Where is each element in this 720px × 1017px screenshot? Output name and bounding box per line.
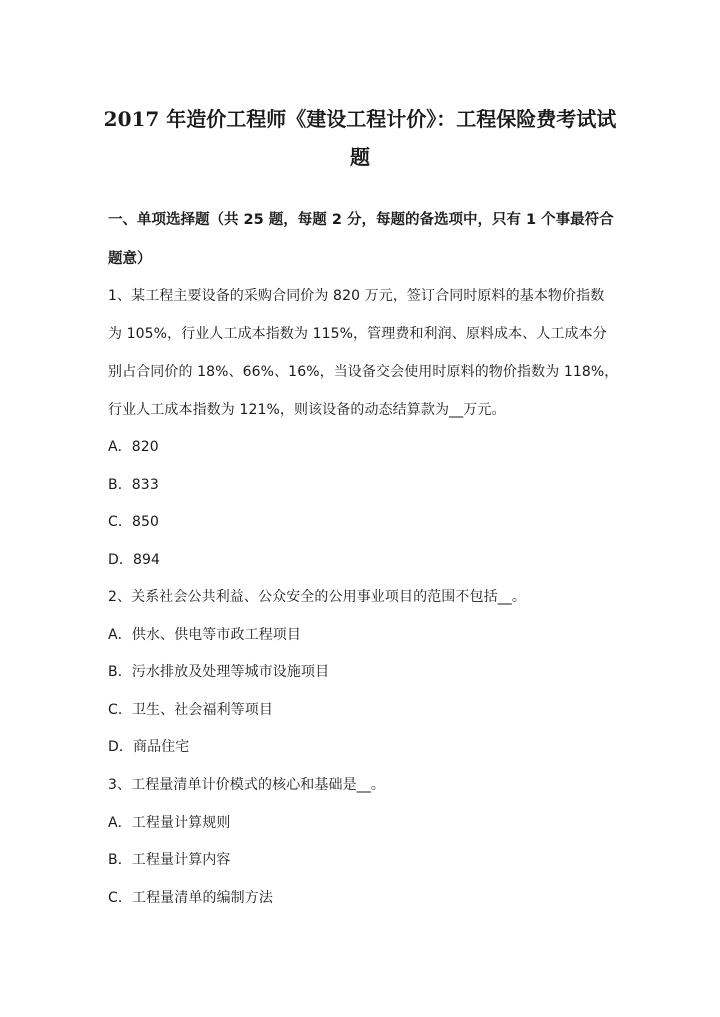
- question-1-stem-line-2: 为 105%，行业人工成本指数为 115%，管理费和利润、原料成本、人工成本分: [108, 326, 607, 342]
- document-title-line-2: 题: [350, 145, 370, 169]
- question-1-stem-line-1: 1、某工程主要设备的采购合同价为 820 万元，签订合同时原料的基本物价指数: [108, 288, 605, 304]
- question-2-option-c: C．卫生、社会福利等项目: [108, 702, 273, 718]
- question-1-option-c: C．850: [108, 514, 159, 530]
- question-3-option-b: B．工程量计算内容: [108, 852, 231, 868]
- section-heading-line-2: 题意）: [108, 251, 152, 267]
- section-heading-line-1: 一、单项选择题（共 25 题，每题 2 分，每题的备选项中，只有 1 个事最符合: [108, 212, 614, 228]
- question-1-option-d: D．894: [108, 552, 161, 568]
- question-1-option-b: B．833: [108, 477, 159, 493]
- document-title-line-1: 2017 年造价工程师《建设工程计价》：工程保险费考试试: [103, 107, 617, 131]
- question-3-stem-line-1: 3、工程量清单计价模式的核心和基础是__。: [108, 777, 386, 793]
- question-3-option-a: A．工程量计算规则: [108, 815, 231, 831]
- question-1-stem-line-4: 行业人工成本指数为 121%，则该设备的动态结算款为__万元。: [108, 402, 506, 418]
- question-2-option-a: A．供水、供电等市政工程项目: [108, 627, 301, 643]
- question-3-option-c: C．工程量清单的编制方法: [108, 890, 273, 906]
- question-1-option-a: A．820: [108, 439, 159, 455]
- question-2-option-d: D．商品住宅: [108, 739, 190, 755]
- question-1-stem-line-3: 别占合同价的 18%、66%、16%，当设备交会使用时原料的物价指数为 118%，: [108, 364, 619, 380]
- question-2-stem-line-1: 2、关系社会公共利益、公众安全的公用事业项目的范围不包括__。: [108, 589, 527, 605]
- question-2-option-b: B．污水排放及处理等城市设施项目: [108, 664, 330, 680]
